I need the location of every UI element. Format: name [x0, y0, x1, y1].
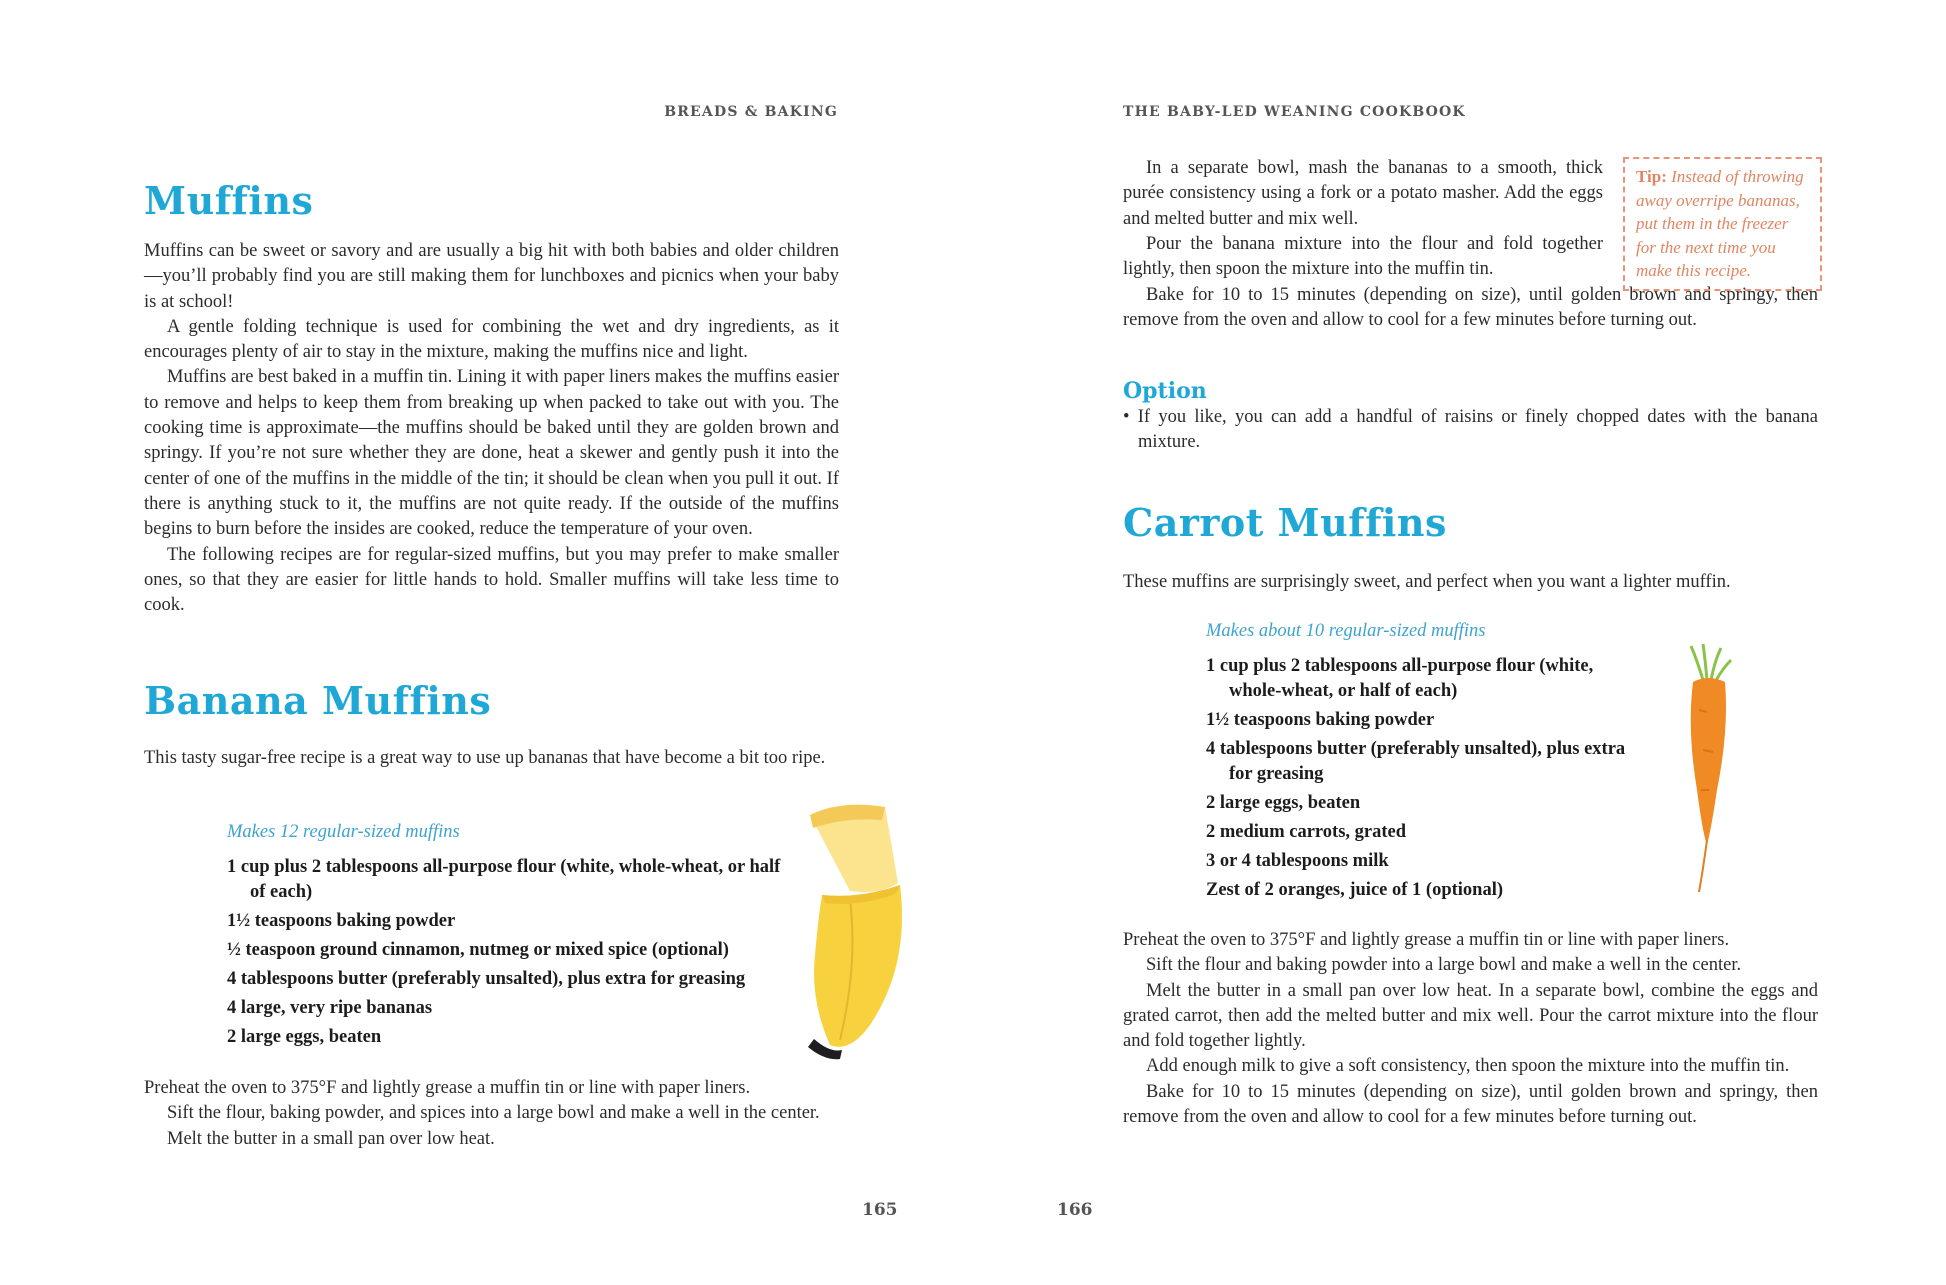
ingredient-item: 2 large eggs, beaten [1206, 793, 1361, 813]
paragraph: Sift the flour, baking powder, and spices into a large bowl and make a well in the center. [167, 1103, 820, 1124]
running-head: BREADS & BAKING [664, 104, 838, 120]
ingredient-item: 1½ teaspoons baking powder [227, 911, 456, 931]
ingredient-item: 4 tablespoons butter (preferably unsalted), plus extra for greasing [1206, 739, 1626, 784]
ingredient-item: 1 cup plus 2 tablespoons all-purpose flour (white, whole-wheat, or half of each) [1206, 656, 1594, 701]
option-heading: Option [1123, 378, 1207, 404]
yield-note: Makes 12 regular-sized muffins [227, 822, 460, 842]
paragraph: The following recipes are for regular-sized muffins, but you may prefer to make smaller ones, so that they are easier for little hands to hold. Smaller muffins will take less time to cook. [144, 544, 839, 616]
banana-bake-paragraph [1123, 283, 1818, 334]
paragraph: These muffins are surprisingly sweet, and perfect when you want a lighter muffin. [1123, 572, 1731, 592]
muffins-intro-text [144, 239, 839, 618]
paragraph: Pour the banana mixture into the flour and fold together lightly, then spoon the mixture into the muffin tin. [1123, 233, 1603, 280]
carrot-method [1123, 928, 1818, 1130]
paragraph: Preheat the oven to 375°F and lightly grease a muffin tin or line with paper liners. [144, 1078, 751, 1098]
banana-illustration [770, 795, 910, 1065]
ingredient-list [227, 855, 787, 1054]
option-list-wrapper [1123, 405, 1818, 456]
paragraph: Add enough milk to give a soft consistency, then spoon the mixture into the muffin tin. [1146, 1056, 1790, 1077]
paragraph: This tasty sugar-free recipe is a great way to use up bananas that have become a bit too ripe. [144, 748, 826, 768]
ingredient-item: 2 medium carrots, grated [1206, 822, 1407, 842]
paragraph: A gentle folding technique is used for combining the wet and dry ingredients, as it encourages plenty of air to stay in the mixture, making the muffins nice and light. [144, 316, 839, 363]
yield-note: Makes about 10 regular-sized muffins [1206, 621, 1486, 641]
paragraph: In a separate bowl, mash the bananas to a smooth, thick purée consistency using a fork or a potato masher. Add the eggs and melted butter and mix well. [1123, 158, 1603, 229]
ingredient-item: 1½ teaspoons baking powder [1206, 710, 1435, 730]
page-number: 166 [1057, 1200, 1093, 1220]
banana-muffins-title: Banana Muffins [144, 678, 492, 723]
paragraph: Bake for 10 to 15 minutes (depending on size), until golden brown and springy, then remove from the oven and allow to cool for a few minutes before turning out. [1123, 1081, 1818, 1128]
ingredient-item: 4 large, very ripe bananas [227, 998, 433, 1018]
banana-method-continued [1123, 156, 1603, 282]
paragraph: Melt the butter in a small pan over low heat. In a separate bowl, combine the eggs and grated carrot, then add the melted butter and mix well. Pour the carrot mixture into the flour and fold together lightly. [1123, 980, 1818, 1052]
right-page [973, 0, 1946, 1285]
page-number: 165 [862, 1200, 898, 1220]
paragraph: Bake for 10 to 15 minutes (depending on size), until golden brown and springy, then remove from the oven and allow to cool for a few minutes before turning out. [1123, 285, 1818, 331]
ingredient-item: ½ teaspoon ground cinnamon, nutmeg or mixed spice (optional) [227, 940, 729, 960]
tip-label: Tip: [1636, 167, 1667, 186]
bullet-icon: • [1123, 407, 1138, 427]
muffins-title: Muffins [144, 178, 314, 223]
paragraph: Muffins are best baked in a muffin tin. Lining it with paper liners makes the muffins easier to remove and helps to keep them from breaking up when packed to take out with you. The cooking time is approximate—the muffins should be baked until they are golden brown and springy. If you’re not sure whether they are done, heat a skewer and gently push it into the center of one of the muffins in the middle of the tin; it should be clean when you pull it out. If there is anything stuck to it, the muffins are not quite ready. If the outside of the muffins begins to burn before the insides are cooked, reduce the temperature of your oven. [144, 367, 839, 540]
option-item [1123, 405, 1818, 456]
tip-box [1623, 157, 1822, 291]
running-head: THE BABY-LED WEANING COOKBOOK [1123, 104, 1466, 120]
banana-intro [144, 746, 839, 771]
paragraph: Melt the butter in a small pan over low heat. [167, 1128, 495, 1149]
paragraph: Preheat the oven to 375°F and lightly grease a muffin tin or line with paper liners. [1123, 930, 1730, 950]
option-list [1123, 405, 1818, 456]
banana-method [144, 1076, 844, 1152]
paragraph: Sift the flour and baking powder into a large bowl and make a well in the center. [1146, 955, 1742, 976]
carrot-muffins-title: Carrot Muffins [1123, 500, 1447, 545]
ingredient-list [1206, 654, 1646, 907]
carrot-illustration [1663, 640, 1753, 900]
tip-text: Instead of throwing away overripe bananas, put them in the freezer for the next time you make this recipe. [1636, 167, 1804, 280]
ingredient-item: 1 cup plus 2 tablespoons all-purpose flour (white, whole-wheat, or half of each) [227, 857, 781, 902]
ingredient-item: 2 large eggs, beaten [227, 1027, 382, 1047]
ingredient-item: 4 tablespoons butter (preferably unsalted), plus extra for greasing [227, 969, 746, 989]
carrot-intro [1123, 570, 1818, 595]
paragraph: Muffins can be sweet or savory and are usually a big hit with both babies and older children—you’ll probably find you are still making them for lunchboxes and picnics when your baby is at school! [144, 241, 839, 312]
option-text: If you like, you can add a handful of raisins or finely chopped dates with the banana mixture. [1137, 407, 1818, 453]
ingredient-item: Zest of 2 oranges, juice of 1 (optional) [1206, 880, 1503, 900]
ingredient-item: 3 or 4 tablespoons milk [1206, 851, 1389, 871]
